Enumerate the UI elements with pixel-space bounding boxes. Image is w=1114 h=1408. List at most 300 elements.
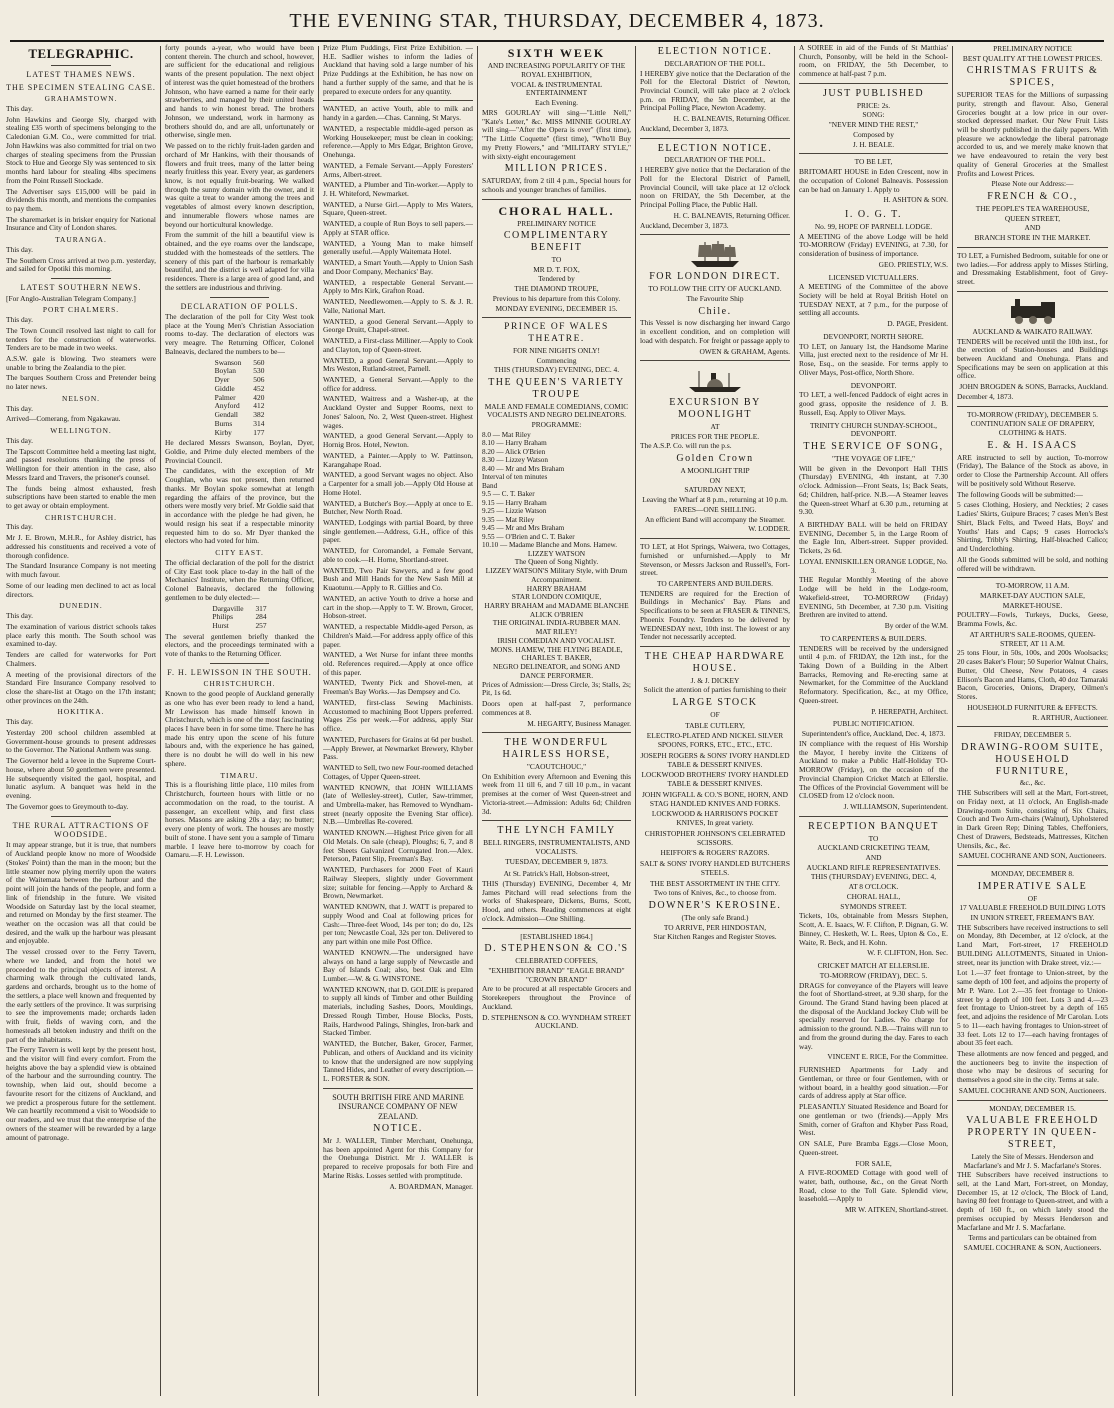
advert-line: DEVONPORT, NORTH SHORE. — [823, 331, 924, 341]
advert-heading: VALUABLE FREEHOLD PROPERTY IN QUEEN-STREET, — [966, 1115, 1099, 1150]
advert-signature: A. BOARDMAN, Manager. — [389, 1181, 473, 1191]
advert-signature: GEO. PRIESTLY, W.S. — [878, 259, 948, 269]
article-paragraph: The official declaration of the poll for the district of City East took place to-day in the hall of the Mechanics' Institute, when the Returning Officer, Colonel Balneavis, declared the following gentlemen to be duly elected:— — [165, 557, 314, 602]
wanted-ad: WANTED, first-class Sewing Machinists. Accustomed to machining Boot Uppers preferred. Wages 25s per week.—For address, apply Star office. — [323, 697, 473, 734]
candidate-name: Dargaville — [212, 603, 244, 613]
article-paragraph: The Governor held a levee in the Supreme Court-house, where about 50 gentlemen were presented. He subsequently visited the gaol, hospital, and lunatic asylum. A banquet was held in the evening. — [6, 756, 156, 801]
article-paragraph: The Town Council resolved last night to call for tenders for the construction of waterworks. Tenders are to be made in two weeks. — [6, 325, 156, 353]
advert-line: TRINITY CHURCH SUNDAY-SCHOOL, DEVONPORT. — [810, 420, 937, 439]
advert-heading: CHORAL HALL. — [498, 203, 615, 218]
advert-body: THE Subscribers will sell at the Mart, Fort-street, on Friday next, at 11 o'clock, An English-made Drawing-room Suite, consisting of Six Chairs, Couch and Two Arm-chairs (Walnut), Upholstered in Dark Green Rep; Dining Tables, Cheffoniers, Chest of Drawers, Bedsteads, Mattresses, Kitchen Utensils, &c., &c. — [957, 788, 1108, 850]
wanted-ad: WANTED, a good General Servant.—Apply to George Druitt, Chapel-street. — [323, 316, 473, 335]
advert-line: BELL RINGERS, INSTRUMENTALISTS, AND VOCALISTS. — [483, 838, 630, 856]
candidate-votes: 257 — [255, 620, 267, 630]
advert-line: J. H. BEALE. — [852, 139, 895, 149]
article-paragraph: The funds being almost exhausted, fresh subscriptions have been started to enable the men to get away or obtain employment. — [6, 483, 156, 511]
divider — [640, 138, 790, 139]
divider — [957, 406, 1108, 407]
programme-item: 9.5 — C. T. Baker — [482, 490, 535, 499]
dateline-nelson: NELSON. — [62, 393, 100, 403]
hardware-item: LOCKWOOD BROTHERS' IVORY HANDLED TABLE & DESSERT KNIVES. — [641, 770, 789, 789]
column-rule — [794, 46, 795, 1396]
advert-line: OF — [710, 710, 720, 720]
cast-line: THE ORIGINAL INDIA-RUBBER MAN. — [492, 618, 621, 628]
programme-item: Interval of ten minutes — [482, 473, 548, 482]
advert-line: An efficient Band will accompany the Steamer. — [644, 514, 786, 524]
wanted-ad: WANTED, for Coromandel, a Female Servant, able to cook.—H. Horne, Shortland-street. — [323, 546, 473, 564]
advert-line: SATURDAY NEXT, — [684, 485, 746, 495]
section-heading-telegraphic: TELEGRAPHIC. — [28, 46, 134, 61]
advert-line: FOR NINE NIGHTS ONLY! — [513, 345, 600, 355]
advert-cheap-hardware-house — [640, 651, 790, 942]
wire-note: [For Anglo-Australian Telegram Company.] — [6, 293, 136, 303]
advert-body: This Vessel is now discharging her inward Cargo in excellent condition, and on completion will load with despatch. For freight or passage apply to — [640, 318, 790, 345]
advert-body: I HEREBY give notice that the Declaration of the Poll for the Electoral District of Newton, Provincial Council, will take place at 2 o'clock p.m. on FRIDAY, the 5th December, at the Principal Polling Place, Newton Academy. — [640, 68, 790, 113]
dateline-day: This day. — [6, 611, 34, 621]
wanted-ad: WANTED, a Smart Youth.—Apply to Union Sash and Door Company, Mechanics' Bay. — [323, 258, 473, 276]
advert-body: On Exhibition every Afternoon and Evening this week from 11 till 6, and 7 till 10 p.m., in vacant premises at the corner of West Queen-street and Victoria-street.—Admission: Adults 6d; Children 3d. — [482, 771, 631, 816]
advert-iogt — [799, 209, 948, 269]
advert-body: BRITOMART HOUSE in Eden Crescent, now in the occupation of Colonel Balneavis. Possession can be had on January 1. Apply to — [799, 167, 948, 194]
article-paragraph: The Ferry Tavern is well kept by the present host, and the visitor will find every comfort. From the heights above the bay a splendid view is obtained of the harbour and the surrounding country. The township, when laid out, should become a favourite resort for the citizens of Auckland, and we predict a prosperous future for the settlement. We can heartily recommend a visit to Woodside to our readers, and we trust that the enterprise of the owners of the steamer will be rewarded by a large amount of patronage. — [6, 1045, 156, 1142]
poll-table-city-east — [206, 605, 272, 631]
paddle-steamer-icon — [685, 365, 745, 395]
advert-line: MALE AND FEMALE COMEDIANS, COMIC VOCALISTS AND NEGRO DELINEATORS. — [484, 401, 629, 420]
advert-bramba-eggs: ON SALE, Pure Bramba Eggs.—Close Moon, Queen-street. — [799, 1139, 948, 1157]
wanted-ad: WANTED, Twenty Pick and Shovel-men, at Freeman's Bay Works.—Jas Dempsey and Co. — [323, 678, 473, 697]
hardware-item: HEIFFOR'S & ROGERS' RAZORS. — [660, 848, 770, 858]
article-paragraph: The Governor goes to Greymouth to-day. — [6, 801, 129, 811]
advert-line: Solicit the attention of parties furnishing to their — [643, 685, 787, 695]
advert-body: Will be given in the Devonport Hall THIS (Thursday) EVENING, 4th instant, at 7.30 o'clock. Admission—Front Seats, 1s; Back Seats, 6d; Children, half-price. N.B.—A Steamer leaves the Queen-street Wharf at 6.30 p.m., returning at 9.30. — [799, 463, 948, 517]
advert-signature: R. ARTHUR, Auctioneer. — [1032, 712, 1108, 722]
advert-line: THE DIAMOND TROUPE, — [514, 284, 599, 294]
column-rule — [318, 46, 319, 1396]
advert-st-patricks-hall — [482, 870, 631, 923]
advert-body: THIS (Thursday) EVENING, December 4, Mr James Pitchard will read selections from the works of Shakespeare, Dickens, Burns, Scott, Hood, and others. Reading commences at eight o'clock. Admission—One Shilling. — [482, 879, 631, 923]
advert-body: TO LET, on January 1st, the Handsome Marine Villa, just erected next to the residence of Mr H. Rose, Esq., on the seaside. For terms apply to Oliver Mays, Post-office, North Shore. — [799, 341, 948, 377]
advert-heading: FRENCH & CO., — [987, 191, 1078, 203]
advert-heading: ELECTION NOTICE. — [657, 46, 773, 57]
wanted-ad: WANTED KNOWN, that JOHN WILLIAMS (late of Wellesley-street), Cutler, Saw-trimmer, and Umbrella-maker, has Removed to Wyndham-street (nearly opposite the Evening Star office). N.B.—Umbrellas Re-covered. — [323, 782, 473, 827]
programme-item: 8.30 — Lizzey Watson — [482, 456, 548, 465]
advert-line: FARES—ONE SHILLING. — [673, 504, 757, 514]
candidate-name: Swanson — [214, 357, 242, 367]
advert-body: TENDERS will be received by the undersigned until 4 p.m. of FRIDAY, the 12th inst., for the Taking Down of a Building in the Albert Barracks, Removing and Re-erecting same at Newmarket, for the Committee of the Auckland Reformatory. Specification, &c., at my Office, Queen-street. — [799, 643, 948, 705]
candidate-name: Giddle — [214, 383, 235, 393]
advert-heading: LARGE STOCK — [672, 697, 758, 709]
advert-heading: JUST PUBLISHED — [822, 87, 925, 99]
advert-heading: E. & H. ISAACS — [987, 439, 1078, 451]
column-1 — [6, 44, 156, 1400]
advert-line: SONG: — [862, 110, 885, 120]
advert-line: At St. Patrick's Hall, Hobson-street, — [503, 869, 610, 879]
wanted-ad: WANTED, Needlewomen.—Apply to S. & J. R. Valle, National Mart. — [323, 297, 473, 315]
article-paragraph: The examination of various district schools takes place early this month. The South school was examined to-day. — [6, 621, 156, 649]
advert-heading: ELECTION NOTICE. — [657, 142, 773, 154]
divider — [957, 726, 1108, 727]
divider — [799, 816, 948, 817]
advert-body: The following Goods will be submitted:— — [957, 489, 1083, 499]
candidate-name: Gendall — [214, 410, 238, 420]
programme-item: 8.0 — Mat Riley — [482, 430, 531, 439]
cast-line: MAT RILEY! — [535, 627, 578, 637]
advert-heading: PRINCE OF WALES THEATRE. — [504, 322, 609, 344]
article-paragraph: A meeting of the provisional directors of the Standard Fire Insurance Company resolved to close the share-list at Otago on the 17th instant; other provinces on the 24th. — [6, 669, 156, 705]
advert-heading: SOUTH BRITISH FIRE AND MARINE INSURANCE COMPANY OF NEW ZEALAND. — [332, 1092, 464, 1121]
advert-line: MARKET-HOUSE. — [1002, 600, 1063, 610]
advert-heading: Golden Crown — [676, 453, 754, 465]
programme-list — [482, 431, 631, 550]
advert-signature: OWEN & GRAHAM, Agents. — [699, 346, 790, 356]
wanted-ad: WANTED, Lodgings with partial Board, by three single gentlemen.—Address, G.H., office of this paper. — [323, 517, 473, 545]
advert-line: &c., &c. — [1019, 778, 1046, 788]
advert-hairless-horse — [482, 737, 631, 816]
advert-line: CONTINUATION SALE OF DRAPERY, CLOTHING & HATS. — [970, 419, 1095, 438]
article-paragraph: John Hawkins and George Sly, charged with stealing £35 worth of specimens belonging to the Caledonian G.M. Co., were committed for trial. John Hawkins was also committed for trial on two charges of stealing specimens from the Prussian Stock to Hue and George Sly was sentenced to six months hard labour for stealing 4lbs specimens from the Point Russell Stockade. — [6, 114, 156, 185]
candidate-votes: 314 — [253, 418, 265, 428]
advert-heading: CHRISTMAS FRUITS & SPICES, — [966, 65, 1099, 89]
divider — [482, 928, 631, 929]
advert-choral-hall-benefit — [482, 204, 631, 314]
wanted-ad: WANTED to Sell, two new Four-roomed detached Cottages, of Upper Queen-street. — [323, 763, 473, 781]
masthead — [0, 0, 1114, 44]
candidate-votes: 506 — [253, 375, 265, 385]
advert-signature: P. HEREPATH, Architect. — [871, 706, 948, 716]
heading-declaration-of-polls: DECLARATION OF POLLS. — [180, 301, 299, 311]
heading-city-east: CITY EAST. — [215, 548, 264, 558]
advert-line: Composed by — [853, 129, 894, 139]
divider — [210, 297, 270, 298]
advert-line: DECLARATION OF THE POLL. — [664, 58, 766, 68]
dateline-christchurch: CHRISTCHURCH. — [45, 512, 117, 522]
programme-item: 8.40 — Mr and Mrs Braham — [482, 464, 565, 473]
wanted-ad: WANTED, a General Servant.—Apply to the office for address. — [323, 374, 473, 393]
wanted-ad: WANTED, a Painter.—Apply to W. Pattinson, Karangahape Road. — [323, 450, 473, 469]
advert-line: TO CARPENTERS AND BUILDERS. — [656, 579, 774, 589]
advert-date: December 4, 1873. — [957, 391, 1014, 401]
dateline-hokitika: HOKITIKA. — [57, 707, 105, 717]
advert-body: Tickets, 10s, obtainable from Messrs Stephen, Scott, A. E. Isaacs, W. F. Clifton, P. Dignan, G. W. Binney, C. Hesketh, W. L. Rees, Upton & Co., E. Waite, R. Beck, and H. Kohn. — [799, 911, 948, 947]
advert-heading: EXCURSION BY MOONLIGHT — [669, 397, 761, 421]
advert-line: THE BEST ASSORTMENT IN THE CITY. — [650, 878, 780, 888]
cast-line: NEGRO DELINEATOR, and SONG AND DANCE PERFORMER. — [493, 662, 620, 680]
article-paragraph: Mr J. E. Brown, M.H.R., for Ashley district, has addressed his constituents and received a vote of thorough confidence. — [6, 533, 156, 560]
advert-line: LICENSED VICTUALLERS. — [828, 272, 919, 282]
advert-queen-street-property — [957, 1105, 1108, 1253]
advert-heading: I. O. G. T. — [845, 209, 902, 221]
dateline-day: This day. — [6, 435, 34, 445]
advert-line: AND — [1024, 223, 1041, 233]
advert-line: THIS (THURSDAY) EVENING, DEC. 4. — [493, 365, 620, 375]
dateline-day: This day. — [6, 315, 34, 325]
advert-line: "EXHIBITION BRAND" "EAGLE BRAND" "CROWN BRAND" — [488, 965, 625, 984]
wanted-ad: WANTED, a couple of Run Boys to sell papers.—Apply at STAR office. — [323, 219, 473, 237]
advert-signature: H. ASHTON & SON. — [883, 195, 948, 205]
advert-prize-puddings: Prize Plum Puddings, First Prize Exhibition. — H.E. Sadlier wishes to inform the ladies of Auckland that having sold a large number of his Prize Puddings at the Exhibition, he has now on hand a further supply of the same, and that he is prepared to execute orders for any quantity. — [323, 44, 473, 96]
advert-cricket-match — [799, 962, 948, 1062]
hardware-item: ELECTRO-PLATED AND NICKEL SILVER SPOONS, FORKS, ETC., ETC., ETC. — [646, 731, 784, 750]
heading-lewisson: F. H. LEWISSON IN THE SOUTH. — [167, 667, 312, 677]
advert-line: CHORAL HALL, — [846, 891, 901, 901]
advert-heading: IMPERATIVE SALE — [977, 880, 1088, 892]
advert-waikato-railway — [957, 296, 1108, 402]
advert-heading: COMPLIMENTARY BENEFIT — [503, 230, 610, 254]
advert-body: Lot 1.—37 feet frontage to Union-street, by the same depth of 100 feet, and adjoins the property of Mr P. Ware. Lot 2.—35 feet frontage to Union-street by a depth of 100 feet. Lots 3 and 4.—23 feet frontage to Union-street by a depth of 165 feet, and adjoins the residence of Mr Carolan. Lots 5 to 11—each having frontages to Union-street of 33 feet. Lots 12 to 17—each having frontages of about 35 feet each. — [957, 968, 1108, 1048]
advert-body: Prices of Admission:—Dress Circle, 3s; Stalls, 2s; Pit, 1s 6d. — [482, 679, 631, 698]
dateline-grahamstown: GRAHAMSTOWN. — [44, 94, 118, 104]
advert-line: D. STEPHENSON & CO. WYNDHAM STREET AUCKLAND. — [482, 1012, 631, 1031]
divider — [640, 360, 790, 361]
programme-item: 10.10 — Madame Blanche and Mons. Hamew. — [482, 541, 618, 550]
advert-line: HOUSEHOLD FURNITURE & EFFECTS. — [967, 702, 1098, 712]
advert-line: (The only safe Brand.) — [681, 912, 749, 922]
advert-signature: By order of the W.M. — [884, 621, 948, 631]
advert-line: AT — [710, 421, 720, 431]
advert-reception-banquet — [799, 821, 948, 958]
advert-line: "THE VOYAGE OF LIFE," — [831, 453, 916, 463]
cast-line: MONS. HAMEW, THE FLYING BEADLE, — [490, 644, 623, 654]
advert-line: SYMONDS STREET. — [840, 901, 907, 911]
candidate-name: Dyer — [214, 375, 230, 385]
column-rule — [635, 46, 636, 1396]
candidate-votes: 284 — [255, 612, 267, 622]
advert-line: PRELIMINARY NOTICE — [517, 218, 596, 228]
advert-line: AUCKLAND RIFLE REPRESENTATIVES. — [806, 862, 941, 872]
dateline-port-chalmers: PORT CHALMERS. — [42, 305, 120, 315]
advert-line: BRANCH STORE IN THE MARKET. — [974, 233, 1091, 243]
advert-line: "CAOUTCHOUC," — [526, 761, 587, 771]
advert-heading: THE CHEAP HARDWARE HOUSE. — [644, 651, 786, 674]
dateline-day: This day. — [6, 522, 34, 532]
advert-prince-of-wales-theatre — [482, 322, 631, 728]
cast-line: LIZZEY WATSON — [527, 548, 586, 558]
advert-heading: D. STEPHENSON & CO.'S — [484, 943, 629, 955]
divider — [957, 577, 1108, 578]
wanted-ad: WANTED, a good General Servant.—Apply to Mrs Weston, Rutland-street, Parnell. — [323, 355, 473, 374]
advert-orange-lodge — [799, 558, 948, 631]
advert-line: MONDAY EVENING, DECEMBER 15. — [495, 303, 618, 313]
cast-line: IRISH COMEDIAN AND VOCALIST. — [497, 635, 616, 645]
hardware-item: JOSEPH ROGERS & SONS' IVORY HANDLED TABLE & DESSERT KNIVES. — [640, 750, 790, 769]
advert-signature: JOHN BROGDEN & SONS, Barracks, Auckland. — [959, 382, 1108, 392]
advert-signature: J. WILLIAMSON, Superintendent. — [843, 802, 948, 811]
candidate-name: Burns — [214, 418, 233, 428]
advert-tenders-mechanics-bay — [640, 580, 790, 642]
masthead-rule — [10, 40, 1104, 42]
article-paragraph: Some of our leading men declined to act as local directors. — [6, 580, 156, 599]
advert-drawing-room-suite — [957, 731, 1108, 861]
advert-line: A MOONLIGHT TRIP — [680, 465, 750, 475]
cast-line: The Queen of Song Nightly. — [514, 557, 599, 567]
advert-line: Each Evening. — [534, 98, 579, 108]
advert-line: TUESDAY, DECEMBER 9, 1873. — [505, 856, 608, 866]
advert-line: PRICE: 2s. — [856, 100, 891, 110]
divider — [210, 663, 270, 664]
hardware-items-list — [640, 722, 790, 878]
candidate-name: Anyford — [214, 401, 240, 411]
dateline-day: This day. — [6, 103, 34, 113]
article-paragraph: The Southern Cross arrived at two p.m. yesterday, and sailed for Opotiki this morning. — [6, 255, 156, 274]
wanted-ad: WANTED KNOWN.—Highest Price given for all Old Metals. On sale (cheap), Ploughs; 6, 7, and 8 feet Sheets Galvanized Corrugated Iron.—Alex. Peterson, Patent Slip, Freeman's Bay. — [323, 828, 473, 864]
wanted-ad: WANTED KNOWN.—The undersigned have always on hand a large supply of Newcastle and Bay of Islands Coal; also, best Oak and Elm Lumber.—W. & G. WINSTONE. — [323, 947, 473, 983]
advert-signature: MR W. AITKEN, Shortland-street. — [844, 1205, 948, 1215]
advert-line: BEST QUALITY AT THE LOWEST PRICES. — [962, 53, 1103, 63]
wanted-ad: WANTED, a respectable middle-aged person as Working Housekeeper; must be clean in cooking; reference.—Apply to Mrs Edgar, Brighton Grove, Onehunga. — [323, 123, 473, 160]
wanted-ad: WANTED, a respectable General Servant.—Apply to Mrs Kirk, Grafton Road. — [323, 277, 473, 296]
candidate-votes: 317 — [255, 603, 267, 613]
divider — [482, 199, 631, 200]
advert-notice: NOTICE. — [373, 1123, 423, 1135]
dateline-timaru: TIMARU. — [220, 770, 259, 780]
divider — [640, 646, 790, 647]
advert-sixth-week — [482, 46, 631, 195]
advert-heading: THE SERVICE OF SONG, — [803, 441, 944, 453]
article-paragraph: forty pounds a-year, who would have been content therein. The church and school, however, are sufficient for the educational and religious wants of the present population. The next object of interest was the quiet homestead of the brothers Johnson, who have earned a name for their early strawberries, and managed by their united heads and hands to win honest bread. The brothers Johnson, we understand, work in harmony as brothers should do, and are all, unfortunately or otherwise, single men. — [165, 44, 314, 140]
advert-body: The A.S.P. Co. will run the p.s. — [640, 441, 732, 451]
divider — [799, 83, 948, 84]
divider — [640, 234, 790, 235]
programme-item: 9.35 — Mat Riley — [482, 515, 535, 524]
wanted-ad: WANTED KNOWN, that J. WATT is prepared to supply Wood and Coal at following prices for Cash:—Three-feet Wood, 14s per ton; do do, 12s per ton; Newcastle Coal, 32s per ton. Delivered to any part within one mile Post Office. — [323, 902, 473, 947]
advert-line: [ESTABLISHED 1864.] — [520, 931, 593, 941]
advert-body: 5 cases Clothing, Hosiery, and Neckties; 2 cases Ladies' Skirts, Guipure Braces; 7 cases Men's Best Shirt, Black Felts, and Tweed Hats, Boys' and Youths' Hats and Caps; 9 cases Horrocks's Shirting, Tribly's Shirting, Half-bleached Calico; and Underclothing. — [957, 500, 1108, 554]
advert-election-notice-newton — [640, 46, 790, 134]
divider — [957, 865, 1108, 866]
advert-birthday-ball: A BIRTHDAY BALL will be held on FRIDAY EVENING, December 5, in the Large Room of the Eagle Inn, Albert-street. Supper provided. Tickets, 2s 6d. — [799, 519, 948, 556]
cast-line: CHARLES T. BAKER, — [521, 653, 592, 663]
advert-body: These allotments are now fenced and pegged, and the auctioneers beg to invite the inspection of those who may be desirous of securing for themselves a good site in the city. Terms at sale. — [957, 1049, 1108, 1085]
wanted-ad: WANTED, a Butcher's Boy.—Apply at once to E. Butcher, New North Road. — [323, 498, 473, 517]
advert-body: ARE instructed to sell by auction, To-morrow (Friday), The Balance of the Stock as above, in order to Close the Partnership Account. All offers will be positively sold Without Reserve. — [957, 452, 1108, 488]
programme-item: 9.55 — O'Brien and C. T. Baker — [482, 532, 575, 541]
divider — [323, 100, 473, 101]
divider — [482, 820, 631, 821]
article-paragraph: Tenders are called for waterworks for Port Chalmers. — [6, 650, 156, 668]
programme-item: 8.10 — Harry Braham — [482, 439, 547, 448]
divider — [51, 278, 111, 279]
advert-line: CRICKET MATCH AT ELLERSLIE. — [817, 961, 930, 971]
cast-line: HARRY BRAHAM and MADAME BLANCHE — [484, 600, 629, 610]
advert-line: DECLARATION OF THE POLL. — [664, 155, 766, 165]
locomotive-icon — [1003, 296, 1063, 326]
column-2 — [165, 44, 314, 1400]
advert-line: FRIDAY, DECEMBER 5. — [993, 730, 1072, 740]
advert-line: TO — [868, 833, 879, 843]
advert-furnished-bedroom: TO LET, a Furnished Bedroom, suitable for one or two ladies.—For address apply to Misses Stirling, and Dressmaking Establishment, foot of Grey-street. — [957, 250, 1108, 287]
advert-line: QUEEN STREET, — [1004, 213, 1061, 223]
advert-line: No. 99, HOPE OF PARNELL LODGE. — [814, 221, 933, 231]
wanted-ad: WANTED, an active Youth, able to milk and handy in a garden.—Chas. Canning, St Marys. — [323, 104, 473, 123]
advert-line: AT ARTHUR'S SALE-ROOMS, QUEEN-STREET, AT 11 A.M. — [969, 629, 1096, 648]
advert-to-let-waiwera: TO LET, at Hot Springs, Waiwera, two Cottages, furnished or unfurnished.—Apply to Mr Stevenson, or Messrs Jackson and Russell's, Fort-street. — [640, 542, 790, 578]
advert-line: TO CARPENTERS & BUILDERS. — [820, 633, 927, 643]
advert-line: Please Note our Address:— — [991, 179, 1074, 189]
column-4 — [482, 44, 631, 1400]
advert-public-notification — [799, 720, 948, 811]
advert-heading: RECEPTION BANQUET — [808, 820, 939, 832]
article-paragraph: Known to the good people of Auckland generally as one who has ever been ready to lend a hand, Mr Lewisson has made himself known in Christchurch, which is one of the most fascinating places I have been in for some time. There he has made his entry upon the scene of his future labours and, with the experience he has gained, there is no doubt he will do well in his new sphere. — [165, 689, 314, 768]
advert-devonport-north-shore — [799, 333, 948, 378]
advert-signature: M. HEGARTY, Business Manager. — [527, 718, 631, 728]
advert-line: TO-MORROW (FRIDAY), DEC. 5. — [819, 970, 928, 980]
advert-line: The Favourite Ship — [686, 293, 744, 303]
cast-line: LIZZEY WATSON'S Military Style, with Drum Accompaniment. — [485, 566, 628, 584]
advert-line: FOR SALE, — [855, 1158, 892, 1168]
article-paragraph: Yesterday 200 school children assembled at Government-house grounds to present addresses to the Governor. The National Anthem was sung. — [6, 727, 156, 755]
advert-body: MRS GOURLAY will sing—"Little Nell," "Kate's Letter," &c. MISS MINNIE GOURLAY will sing—"After the Opera is over" (first time), "The Little Coquette" (first time), "Who'll Buy my Pretty Flowers," and "MILITARY STYLE," with sixty-eight encouragement — [482, 107, 631, 161]
advert-line: J. & J. DICKEY — [690, 675, 740, 685]
advert-body: THE Subscribers have received instructions to sell, at the Land Mart, Fort-street, on Monday, December 15, at 12 o'clock, The Block of Land, having 80 feet frontage to Queen-street, and with a depth of 160 ft., on which lately stood the premises occupied by Messrs Henderson and Macfarlane and Mr J. S. Macfarlane. — [957, 1170, 1108, 1232]
advert-line: DEVONPORT. — [850, 380, 897, 390]
wanted-ad: WANTED, a Young Man to make himself generally useful.—Apply Waitemata Hotel. — [323, 238, 473, 257]
advert-line: CELEBRATED COFFEES, — [515, 956, 598, 966]
column-rule — [477, 46, 478, 1396]
programme-item: 9.15 — Harry Braham — [482, 498, 547, 507]
dateline-tauranga: TAURANGA. — [55, 235, 107, 245]
divider — [323, 1088, 473, 1089]
article-paragraph: From the summit of the hill a beautiful view is obtained, and the eye roams over the landscape, studded with the homesteads of the settlers. The scenery of this part of the harbour is remarkably beautiful, and the district is well adapted for villa residences. There is a large area of good land, and the settlers are industrious and thriving. — [165, 230, 314, 292]
advert-body: SATURDAY, from 2 till 4 p.m., Special hours for schools and younger branches of families. — [482, 176, 631, 194]
advert-body: Mr J. WALLER, Timber Merchant, Onehunga, has been appointed Agent for this Company for the Onehunga District. Mr J. WALLER is prepared to receive proposals for both Fire and Marine Risks. Losses settled with promptitude. — [323, 1135, 473, 1180]
advert-moonlight-excursion — [640, 365, 790, 534]
advert-line: TO ARRIVE, PER HINDOSTAN, — [663, 922, 767, 932]
candidate-name: Boylan — [214, 366, 236, 376]
advert-market-day-sale — [957, 582, 1108, 722]
advert-signature: W. F. CLIFTON, Hon. Sec. — [867, 948, 948, 958]
advert-stephenson-coffees — [482, 933, 631, 1031]
cast-list — [482, 550, 631, 681]
advert-line: Two tons of Knives, &c., to choose from. — [653, 888, 777, 898]
advert-body: SUPERIOR TEAS for the Millions of surpassing purity, strength and flavour. Also, General Groceries bought at a low price in our over-stocked depressed market. Our New Fruit Lists will be shortly published in the daily papers. With pleasure we acknowledge the liberal patronage accorded to us, and we merely make known that we have endeavoured to retain the very best quality of General Groceries at the Smallest Profits and Lowest Prices. — [957, 90, 1108, 178]
wanted-ad: WANTED, a respectable Middle-aged Person, as Children's Maid.—For address apply office of this paper. — [323, 622, 473, 649]
advert-body: IN compliance with the request of His Worship the Mayor, I hereby invite the Citizens of Auckland to make a Public Half-Holiday TO-MORROW (Friday), on the occasion of the Provincial Champion Cricket Match at Ellerslie. The Offices of the Provincial Government will be CLOSED from 12 o'clock noon. — [799, 738, 948, 801]
advert-line: PRICES FOR THE PEOPLE. — [670, 431, 760, 441]
advert-date: Auckland, December 3, 1873. — [640, 220, 729, 230]
advert-body: DRAGS for conveyance of the Players will leave the foot of Shortland-street, at 9.30 sharp, for the Ground. The Grand Stand having been placed at the disposal of the Auckland Jockey Club will be specially reserved for Ladies. No charge for admission to the ground. N.B.—Trains will run to and from the ground during the day. Fares to each way. — [799, 980, 948, 1051]
advert-devonport-paddock — [799, 382, 948, 418]
article-paragraph: The Advertiser says £15,000 will be paid in dividends this month, and mentions the companies to pay them. — [6, 186, 156, 214]
dateline-day: This day. — [6, 717, 34, 727]
wanted-ad: WANTED, an active Youth to drive a horse and cart in the shop.—Apply to T. W. Brown, Grocer, Hobson-street. — [323, 593, 473, 621]
candidate-votes: 530 — [253, 366, 265, 376]
wanted-ad: WANTED, a Wet Nurse for infant three months old. References required.—Apply at once office of this paper. — [323, 650, 473, 677]
hardware-item: TABLE CUTLERY, — [685, 720, 745, 730]
article-paragraph: The Standard Insurance Company is not meeting with much favour. — [6, 561, 156, 580]
advert-french-and-co — [957, 45, 1108, 243]
advert-election-notice-parnell — [640, 143, 790, 231]
column-rule — [160, 46, 161, 1396]
advert-line: Superintendent's office, Auckland, Dec. 4, 1873. — [801, 729, 946, 739]
advert-line: TO — [551, 254, 562, 264]
advert-line: OF — [1027, 893, 1038, 903]
advert-britomart-house — [799, 158, 948, 205]
advert-furnished-apartments: FURNISHED Apartments for Lady and Gentleman, or three or four Gentlemen, with or without board, in a healthy good situation.—For cards of address apply at Star office. — [799, 1065, 948, 1101]
advert-heading: THE WONDERFUL HAIRLESS HORSE, — [502, 737, 611, 761]
wanted-ad: WANTED, a Plumber and Tin-worker.—Apply to J. H. Whiteford, Newmarket. — [323, 180, 473, 199]
advert-line: TO-MORROW, 11 A.M. — [995, 581, 1070, 591]
advert-line: Commencing — [536, 355, 577, 365]
wanted-ad: WANTED, the Butcher, Baker, Grocer, Farmer, Publican, and others of Auckland and its vicinity to know that the undersigned are now supplying Tanned Hides, and Leather of every description.—L. FORSTER & SON. — [323, 1039, 473, 1084]
divider — [51, 65, 111, 66]
advert-line: PUBLIC NOTIFICATION. — [832, 719, 915, 729]
advert-signature: W. LODDER. — [748, 524, 790, 534]
advert-body: I HEREBY give notice that the Declaration of the Poll for the Electoral District of Parnell, Provincial Council, will take place at 12 o'clock noon on FRIDAY, the 5th December, at the Principal Polling Place, the Public Hall. — [640, 165, 790, 210]
advert-body: 25 tons Flour, in 50s, 100s, and 200s Woolsacks; 20 cases Baker's Flour; 50 Superior Walnut Chairs, Butter, Old Cheese, New Potatoes, 4 cases Ellison's Bacon and Hams, Cloth, 40 doz Tamaraki Bacon, Groceries, Onions, Drapery, Oilmen's Stores. — [957, 648, 1108, 702]
advert-line: Leaving the Wharf at 8 p.m., returning at 10 p.m. — [642, 495, 788, 505]
advert-heading: SIXTH WEEK — [507, 46, 606, 60]
advert-line: AND INCREASING POPULARITY OF THE ROYAL EXHIBITION, — [487, 61, 626, 79]
